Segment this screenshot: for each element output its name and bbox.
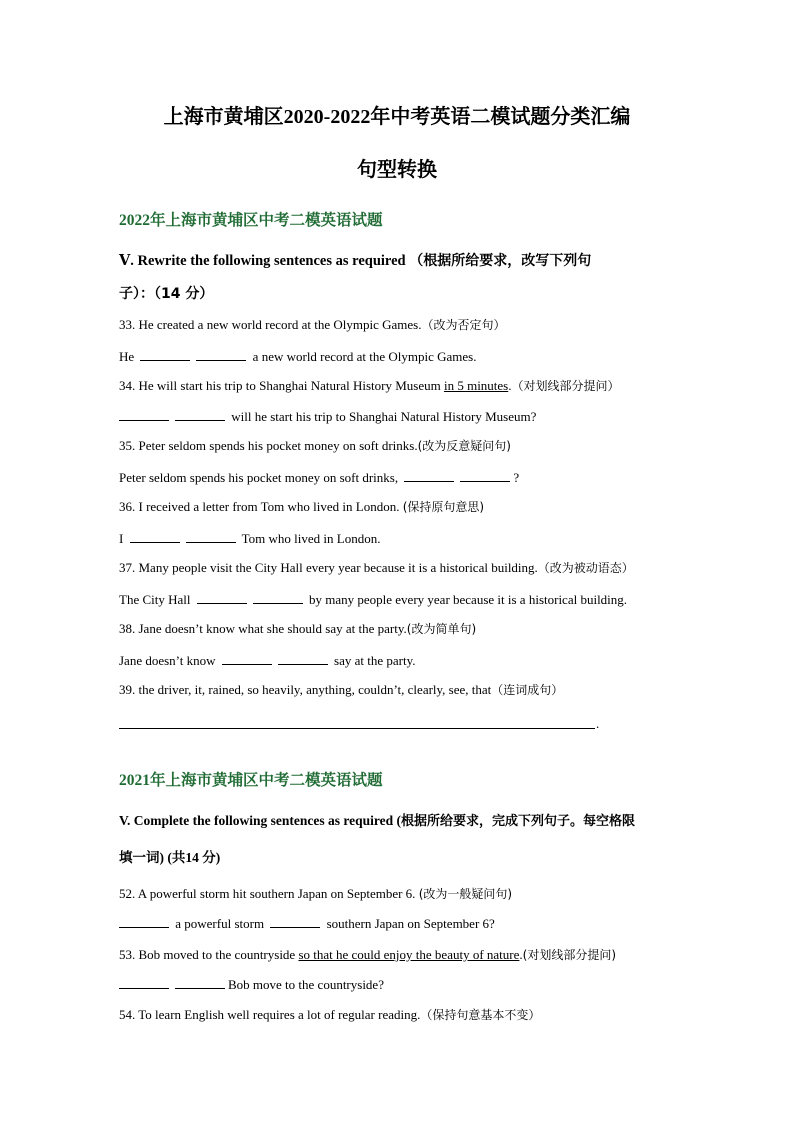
blank[interactable] <box>270 926 320 928</box>
blank[interactable] <box>119 419 169 421</box>
answer-33: He a new world record at the Olympic Games. <box>119 349 477 364</box>
blank[interactable] <box>196 359 246 361</box>
question-39: 39. the driver, it, rained, so heavily, anything, couldn’t, clearly, see, that（连词成句） <box>119 682 564 697</box>
answer-34: will he start his trip to Shanghai Natural History Museum? <box>119 409 536 425</box>
question-53: 53. Bob moved to the countryside so that he could enjoy the beauty of nature.(对划线部分提问) <box>119 947 617 962</box>
question-52: 52. A powerful storm hit southern Japan on September 6. (改为一般疑问句) <box>119 886 513 901</box>
question-54: 54. To learn English well requires a lot of regular reading.（保持句意基本不变） <box>119 1007 541 1022</box>
question-37: 37. Many people visit the City Hall every year because it is a historical building.（改为被动语态） <box>119 560 634 575</box>
blank[interactable] <box>186 541 236 543</box>
answer-39-period: . <box>596 716 600 731</box>
answer-38: Jane doesn’t know say at the party. <box>119 653 416 668</box>
underlined-phrase: so that he could enjoy the beauty of nature <box>298 947 520 962</box>
underlined-phrase: in 5 minutes <box>443 378 509 393</box>
answer-35: Peter seldom spends his pocket money on soft drinks, ? <box>119 470 520 485</box>
blank[interactable] <box>175 987 225 989</box>
section-heading-2022: 2022年上海市黄埔区中考二模英语试题 <box>119 212 383 229</box>
blank[interactable] <box>197 602 247 604</box>
question-34: 34. He will start his trip to Shanghai Natural History Museum in 5 minutes.（对划线部分提问） <box>119 378 620 393</box>
question-35: 35. Peter seldom spends his pocket money on soft drinks.(改为反意疑问句) <box>119 438 511 453</box>
answer-52: a powerful storm southern Japan on September 6? <box>119 916 495 932</box>
answer-line-39[interactable] <box>119 728 595 729</box>
instruction-2022-line2: 子）：（14 分） <box>119 286 214 302</box>
instruction-2022-line1: Ⅴ. Rewrite the following sentences as required （根据所给要求，改写下列句 <box>119 253 592 269</box>
question-38: 38. Jane doesn’t know what she should say at the party.(改为简单句) <box>119 621 477 636</box>
instruction-2021-line1: V. Complete the following sentences as required (根据所给要求，完成下列句子。每空格限 <box>119 813 635 829</box>
answer-36: I Tom who lived in London. <box>119 531 381 546</box>
blank[interactable] <box>460 480 510 482</box>
instruction-2021-line2: 填一词) (共14 分) <box>119 850 221 865</box>
blank[interactable] <box>253 602 303 604</box>
blank[interactable] <box>175 419 225 421</box>
document-subtitle: 句型转换 <box>357 159 437 181</box>
blank[interactable] <box>119 987 169 989</box>
blank[interactable] <box>130 541 180 543</box>
question-33: 33. He created a new world record at the Olympic Games.（改为否定句） <box>119 317 506 332</box>
answer-53: Bob move to the countryside? <box>119 977 384 993</box>
answer-37: The City Hall by many people every year because it is a historical building. <box>119 592 628 607</box>
blank[interactable] <box>140 359 190 361</box>
question-36: 36. I received a letter from Tom who lived in London. (保持原句意思) <box>119 499 485 514</box>
document-title: 上海市黄埔区2020-2022年中考英语二模试题分类汇编 <box>163 106 631 128</box>
blank[interactable] <box>222 663 272 665</box>
blank[interactable] <box>278 663 328 665</box>
blank[interactable] <box>404 480 454 482</box>
section-heading-2021: 2021年上海市黄埔区中考二模英语试题 <box>119 772 383 789</box>
blank[interactable] <box>119 926 169 928</box>
